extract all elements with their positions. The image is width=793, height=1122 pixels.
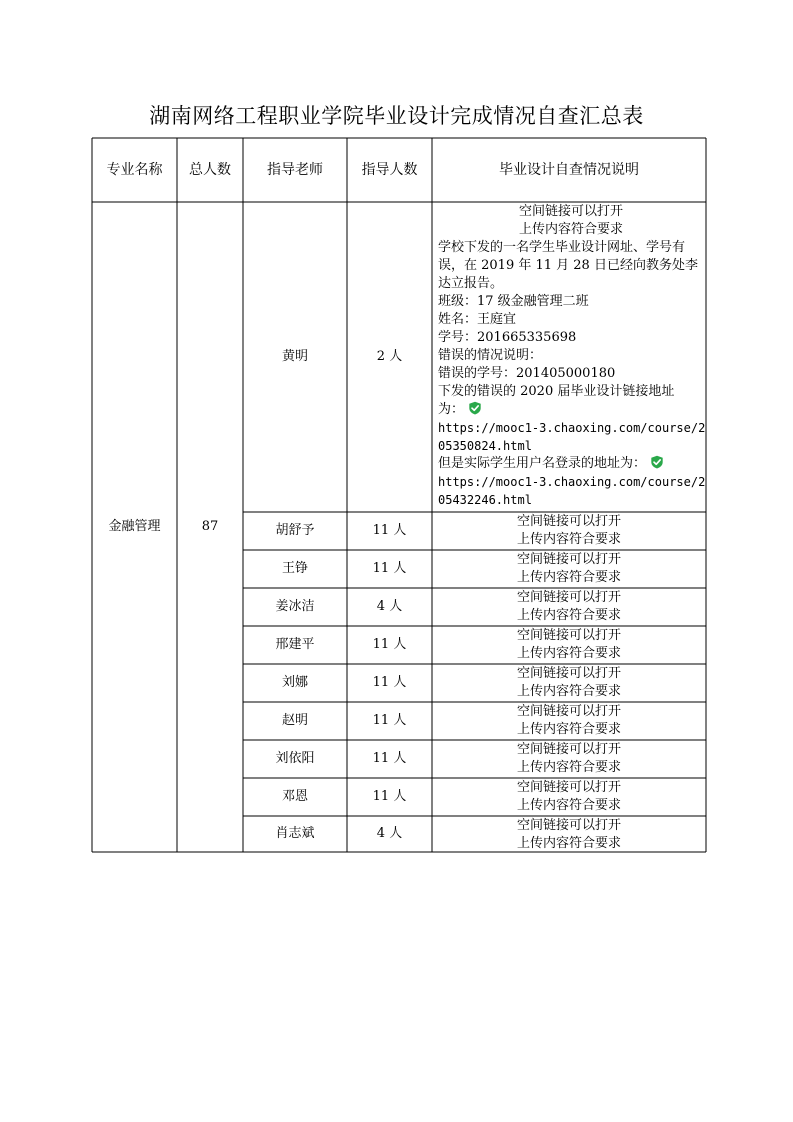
description-cell (432, 588, 706, 626)
description-line: 上传内容符合要求 (516, 532, 621, 547)
description-line: 上传内容符合要求 (516, 836, 621, 851)
description-line: 上传内容符合要求 (516, 608, 621, 623)
description-cell (432, 778, 706, 816)
description-line: 空间链接可以打开 (516, 628, 621, 643)
description-line: 误，在 2019 年 11 月 28 日已经向教务处李 (438, 258, 698, 273)
header-major: 专业名称 (106, 162, 163, 178)
link-url[interactable]: 05350824.html (438, 439, 532, 453)
description-line: 空间链接可以打开 (516, 704, 621, 719)
advisor-cell: 肖志斌 (275, 826, 315, 841)
description-cell (432, 512, 706, 550)
description-cell (438, 203, 704, 511)
count-cell: 11 人 (372, 561, 407, 576)
count-cell: 11 人 (372, 523, 407, 538)
description-line: 空间链接可以打开 (516, 590, 621, 605)
advisor-cell: 黄明 (281, 349, 308, 364)
count-cell: 2 人 (376, 349, 403, 364)
description-line-with-check (438, 401, 704, 419)
advisor-cell: 刘依阳 (275, 751, 315, 766)
count-cell: 11 人 (372, 751, 407, 766)
total-cell: 87 (201, 519, 219, 534)
header-description: 毕业设计自查情况说明 (499, 162, 639, 178)
description-cell (432, 664, 706, 702)
count-cell: 4 人 (376, 599, 403, 614)
description-line: 上传内容符合要求 (516, 570, 621, 585)
link-url[interactable]: https://mooc1-3.chaoxing.com/course/2 (438, 421, 706, 435)
header-count: 指导人数 (361, 162, 418, 178)
advisor-cell: 王铮 (281, 561, 308, 576)
description-line: 下发的错误的 2020 届毕业设计链接地址 (438, 384, 675, 399)
description-line: 空间链接可以打开 (516, 742, 621, 757)
description-line: 姓名：王庭宜 (438, 312, 517, 327)
advisor-cell: 刘娜 (281, 675, 308, 690)
description-line: 学号：201665335698 (438, 330, 577, 345)
description-line: 空间链接可以打开 (516, 552, 621, 567)
advisor-cell: 胡舒予 (275, 523, 315, 538)
verified-check-icon (468, 401, 482, 415)
description-line: 错误的学号：201405000180 (438, 366, 616, 381)
description-line: 上传内容符合要求 (516, 646, 621, 661)
description-line: 上传内容符合要求 (516, 684, 621, 699)
description-cell (432, 740, 706, 778)
description-line: 空间链接可以打开 (518, 204, 623, 219)
description-line: 空间链接可以打开 (516, 818, 621, 833)
count-cell: 4 人 (376, 826, 403, 841)
count-cell: 11 人 (372, 637, 407, 652)
verified-check-icon (650, 455, 664, 469)
description-line: 上传内容符合要求 (516, 722, 621, 737)
header-advisor: 指导老师 (267, 162, 323, 178)
description-cell (432, 626, 706, 664)
description-line: 空间链接可以打开 (516, 666, 621, 681)
description-line: 班级：17 级金融管理二班 (438, 294, 589, 309)
advisor-cell: 赵明 (281, 713, 308, 728)
description-cell (432, 816, 706, 852)
header-total: 总人数 (189, 162, 231, 178)
description-cell (432, 702, 706, 740)
count-cell: 11 人 (372, 713, 407, 728)
description-line: 空间链接可以打开 (516, 780, 621, 795)
description-text: 为： (438, 402, 465, 417)
link-url[interactable]: 05432246.html (438, 493, 532, 507)
description-line: 上传内容符合要求 (516, 760, 621, 775)
description-line: 学校下发的一名学生毕业设计网址、学号有 (438, 240, 686, 255)
advisor-cell: 姜冰洁 (275, 599, 315, 614)
count-cell: 11 人 (372, 675, 407, 690)
description-line: 错误的情况说明： (438, 348, 543, 363)
description-text: 但是实际学生用户名登录的地址为： (438, 456, 647, 471)
description-line: 上传内容符合要求 (516, 798, 621, 813)
count-cell: 11 人 (372, 789, 407, 804)
description-cell (432, 550, 706, 588)
description-line: 空间链接可以打开 (516, 514, 621, 529)
description-line: 达立报告。 (438, 276, 504, 291)
description-line: 上传内容符合要求 (518, 222, 623, 237)
advisor-cell: 邢建平 (275, 637, 315, 652)
major-cell: 金融管理 (108, 519, 161, 534)
document-title: 湖南网络工程职业学院毕业设计完成情况自查汇总表 (149, 104, 644, 128)
link-url[interactable]: https://mooc1-3.chaoxing.com/course/2 (438, 475, 706, 489)
advisor-cell: 邓恩 (281, 789, 308, 804)
description-line-with-check (438, 455, 704, 473)
